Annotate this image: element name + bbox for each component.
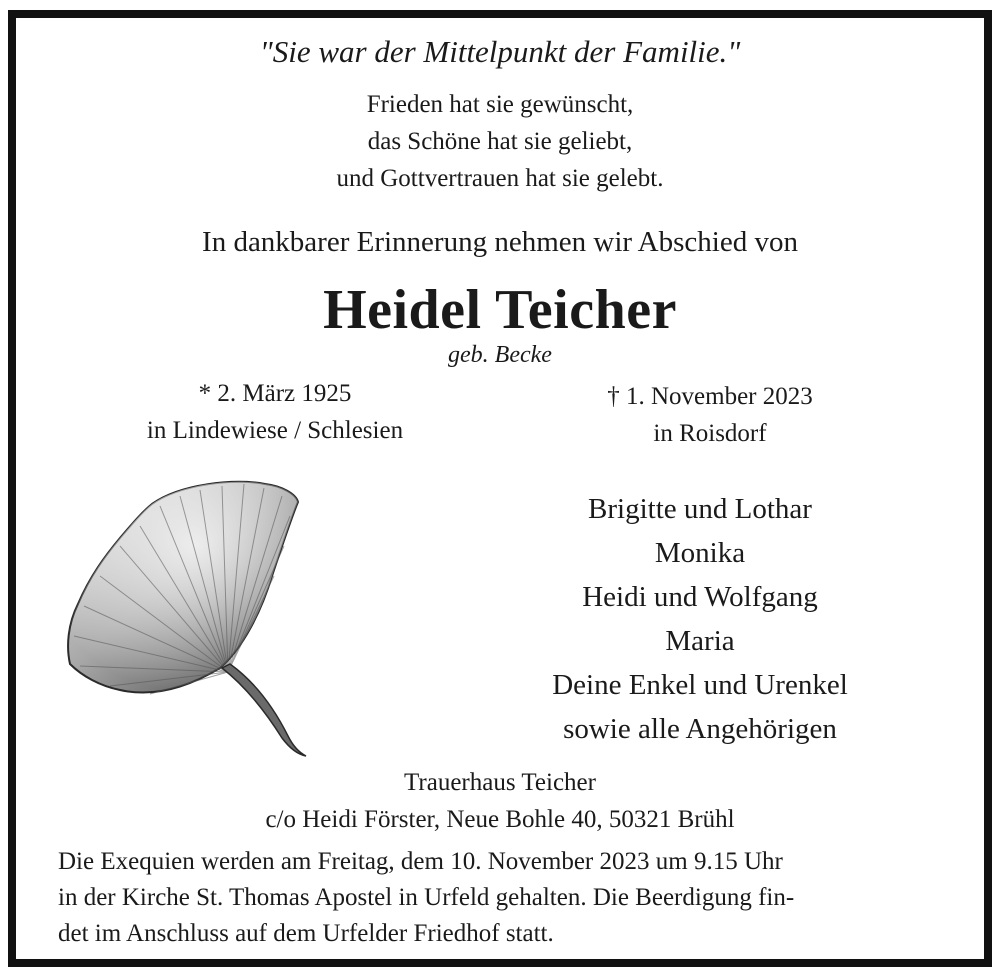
service-line: in der Kirche St. Thomas Apostel in Urfeld gehalten. Die Beerdigung fin- <box>58 884 795 911</box>
funeral-home-address: c/o Heidi Förster, Neue Bohle 40, 50321 Brühl <box>265 806 735 833</box>
mourner: Monika <box>654 537 746 569</box>
death-info <box>560 378 860 452</box>
birth-info <box>110 375 440 449</box>
deceased-name: Heidel Teicher <box>323 279 677 341</box>
quote: "Sie war der Mittelpunkt der Familie." <box>259 34 741 69</box>
mourner: Heidi und Wolfgang <box>582 581 818 613</box>
death-place: in Roisdorf <box>653 420 767 447</box>
verse-line: und Gottvertrauen hat sie gelebt. <box>336 165 664 192</box>
funeral-home-name: Trauerhaus Teicher <box>404 769 596 796</box>
service-line: det im Anschluss auf dem Urfelder Friedhof statt. <box>58 920 554 947</box>
birth-place: in Lindewiese / Schlesien <box>146 417 404 444</box>
mourner: Brigitte und Lothar <box>588 493 812 525</box>
mourner: sowie alle Angehörigen <box>563 713 837 745</box>
ginkgo-leaf-icon <box>60 476 320 758</box>
birth-name: geb. Becke <box>448 342 552 368</box>
mourner: Maria <box>665 625 735 657</box>
death-date: † 1. November 2023 <box>607 383 813 410</box>
service-line: Die Exequien werden am Freitag, dem 10. November 2023 um 9.15 Uhr <box>58 848 783 875</box>
verse-line: das Schöne hat sie geliebt, <box>367 128 633 155</box>
verse-line: Frieden hat sie gewünscht, <box>366 91 634 118</box>
mourner: Deine Enkel und Urenkel <box>552 669 848 701</box>
mourners-list <box>490 487 910 751</box>
birth-date: * 2. März 1925 <box>198 380 352 407</box>
farewell-intro: In dankbarer Erinnerung nehmen wir Abschied von <box>202 226 798 258</box>
service-details <box>58 844 958 952</box>
